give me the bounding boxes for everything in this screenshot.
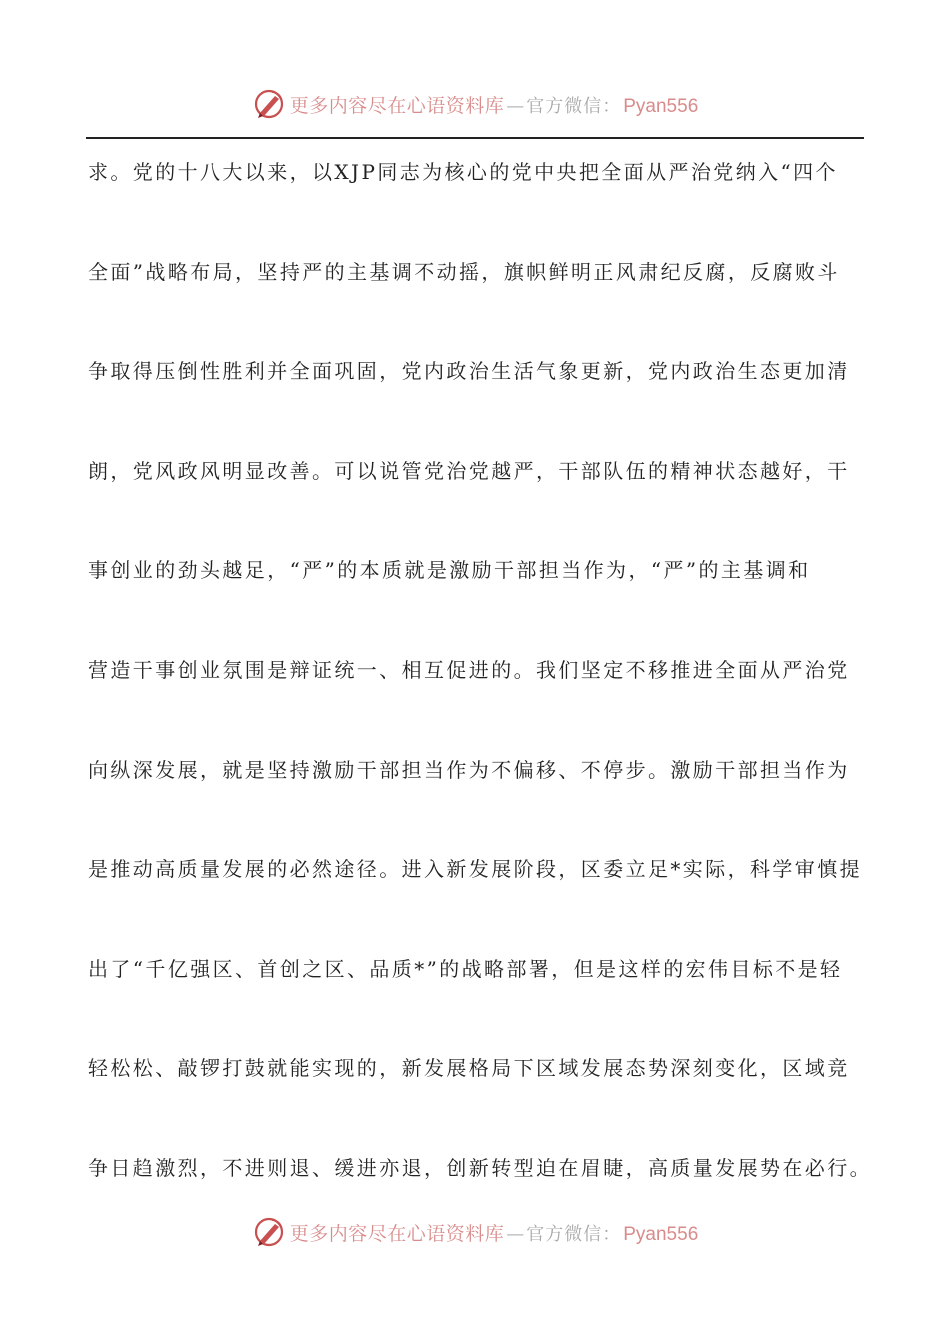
text-line: 争取得压倒性胜利并全面巩固，党内政治生活气象更新，党内政治生态更加清 [88, 359, 850, 384]
text-line: 向纵深发展，就是坚持激励干部担当作为不偏移、不停步。激励干部担当作为 [88, 757, 850, 782]
watermark-wechat-label: 官方微信： [526, 1223, 622, 1245]
watermark-wechat-id: Pyan556 [623, 1223, 699, 1245]
text-line: 争日趋激烈，不进则退、缓进亦退，创新转型迫在眉睫，高质量发展势在必行。 [88, 1155, 872, 1180]
watermark-site-text: 更多内容尽在心语资料库 [289, 94, 505, 117]
watermark-separator: — [506, 1223, 525, 1245]
pen-logo-icon [252, 1215, 286, 1249]
footer-watermark [0, 1212, 950, 1252]
watermark-wechat-id: Pyan556 [623, 95, 699, 117]
watermark-separator: — [506, 95, 525, 117]
text-line: 求。党的十八大以来，以XJP同志为核心的党中央把全面从严治党纳入“四个 [88, 160, 838, 184]
text-line: 是推动高质量发展的必然途径。进入新发展阶段，区委立足*实际，科学审慎提 [88, 857, 862, 882]
watermark-wechat-label: 官方微信： [526, 95, 622, 117]
text-line: 朗，党风政风明显改善。可以说管党治党越严，干部队伍的精神状态越好，干 [88, 458, 850, 483]
header-watermark [0, 84, 950, 124]
header-divider [86, 137, 864, 139]
text-line: 营造干事创业氛围是辩证统一、相互促进的。我们坚定不移推进全面从严治党 [88, 657, 850, 682]
text-line: 事创业的劲头越足，“严”的本质就是激励干部担当作为，“严”的主基调和 [88, 558, 811, 583]
text-line: 出了“千亿强区、首创之区、品质*”的战略部署，但是这样的宏伟目标不是轻 [88, 956, 843, 981]
watermark-site-text: 更多内容尽在心语资料库 [289, 1222, 505, 1245]
text-line: 全面”战略布局，坚持严的主基调不动摇，旗帜鲜明正风肃纪反腐，反腐败斗 [88, 259, 840, 284]
document-body [88, 150, 878, 1246]
pen-logo-icon [252, 87, 286, 121]
text-line: 轻松松、敲锣打鼓就能实现的，新发展格局下区域发展态势深刻变化，区域竞 [88, 1056, 850, 1081]
